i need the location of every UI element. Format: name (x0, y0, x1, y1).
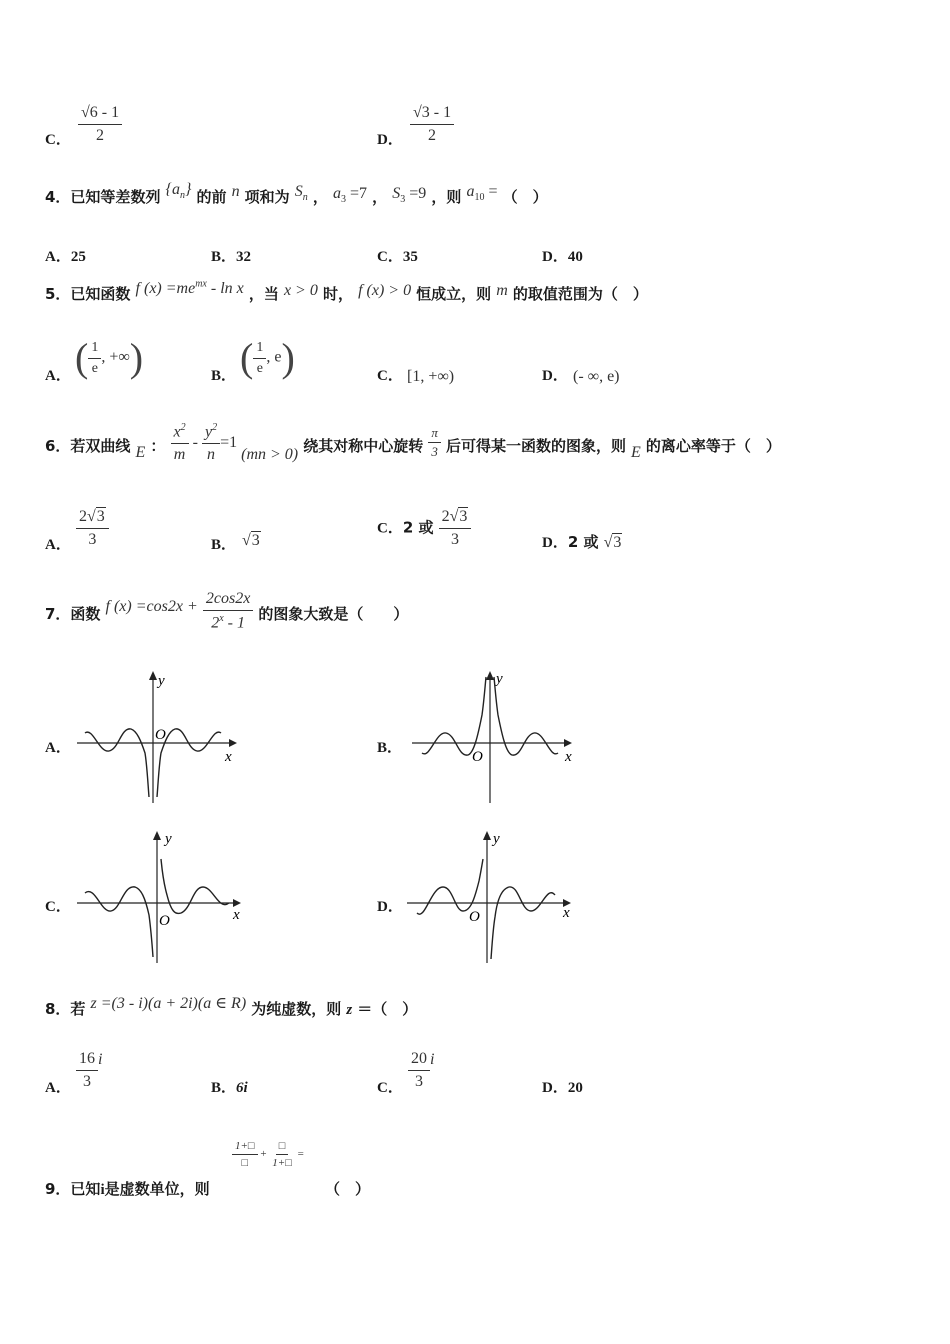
q5-option-b-value: ( $\frac{1}{e}$ , e) (240, 335, 295, 380)
q7-option-b-label: B． (377, 740, 403, 756)
question-5-stem: 5．已知函数 f $(x) =me^{mx} - \ln x$ ，当 x > 0 时， f (x) > 0 恒成立，则 m 的取值范围为（ ） (45, 278, 648, 303)
q5-option-a-value: ( $\frac{1}{e}$ , +∞) (75, 335, 144, 380)
question-8-stem: 8．若 z =(3 - i)(a + 2i)(a ∈ R) 为纯虚数，则 z ＝（ ） (45, 995, 418, 1018)
q4-option-d: D．40 (542, 249, 583, 265)
q7-option-d-label: D． (377, 899, 403, 915)
q6-option-c: C．2 或 $\frac{2√3}{3}$ (377, 508, 471, 548)
q5-option-c-label: C． (377, 368, 403, 384)
q4-option-c: C．35 (377, 249, 418, 265)
q4-option-b: B．32 (211, 249, 252, 265)
q5-option-a-label: A． (45, 368, 71, 384)
q6-option-b-label: B． (211, 537, 237, 553)
q5-option-d-value: (- ∞, e) (573, 368, 620, 385)
origin-label: O (469, 909, 480, 925)
q8-option-c-label: C． (377, 1080, 403, 1096)
origin-label: O (472, 749, 483, 765)
q4-option-a: A．25 (45, 249, 86, 265)
q8-option-d: D．20 (542, 1080, 583, 1096)
q6-option-b-value: √3 (242, 532, 260, 549)
q9-answer-blank: （ ） (325, 1180, 371, 1198)
option-c-value: $\frac{√6 - 1}{2}$ (78, 104, 122, 144)
q8-option-a-value: $\frac{16}{3}$ i (76, 1050, 102, 1090)
question-4-stem: 4．已知等差数列 $\{a_n\}$ 的前 n 项和为 $S_n$ ， $a_3 =7$ ， $S_3 =9$ ，则 $a_{10}$ = （ ） (45, 181, 548, 206)
graph-option-a (75, 665, 245, 805)
axis-x-label: x (225, 749, 232, 765)
option-d-label: D． (377, 132, 403, 148)
q8-option-c-value: $\frac{20}{3}$ i (408, 1050, 434, 1090)
q6-option-a-value: $\frac{2√3}{3}$ (76, 508, 109, 548)
q7-option-c-label: C． (45, 899, 71, 915)
question-7-stem: 7．函数 f (x) =cos2x + $\frac{2\cos 2x}{2^x - 1}$ 的图象大致是（ ） (45, 590, 409, 631)
q5-option-b-label: B． (211, 368, 237, 384)
question-6-stem: 6．若双曲线 E ： $\frac{x^2}{m}$ - $\frac{y^2}{n}$ =1 (mn > 0) 绕其对称中心旋转 $\frac{\pi}{3}$ 后可得某一函数的图象，则 E 的离心率等于（ ） (45, 422, 781, 463)
axis-y-label: y (496, 671, 503, 687)
axis-y-label: y (493, 831, 500, 847)
axis-y-label: y (165, 831, 172, 847)
q8-option-b: B．6i (211, 1080, 248, 1096)
q5-option-d-label: D． (542, 368, 568, 384)
q7-option-a-label: A． (45, 740, 71, 756)
axis-x-label: x (563, 905, 570, 921)
q6-option-a-label: A． (45, 537, 71, 553)
axis-x-label: x (233, 907, 240, 923)
axis-x-label: x (565, 749, 572, 765)
question-9-stem: 9．已知i是虚数单位，则 (45, 1180, 210, 1198)
graph-option-b (410, 665, 580, 805)
q5-option-c-value: [1, +∞) (407, 368, 455, 385)
origin-label: O (159, 913, 170, 929)
q8-option-a-label: A． (45, 1080, 71, 1096)
q9-expression: $\frac{1+□}{□}$ + $\frac{□}{1+□}$ = (232, 1140, 304, 1169)
option-c-label: C． (45, 132, 71, 148)
origin-label: O (155, 727, 166, 743)
axis-y-label: y (158, 673, 165, 689)
graph-option-c (75, 825, 250, 965)
option-d-value: $\frac{√3 - 1}{2}$ (410, 104, 454, 144)
graph-option-d (405, 825, 580, 965)
q6-option-d: D．2 或 √3 (542, 533, 622, 551)
